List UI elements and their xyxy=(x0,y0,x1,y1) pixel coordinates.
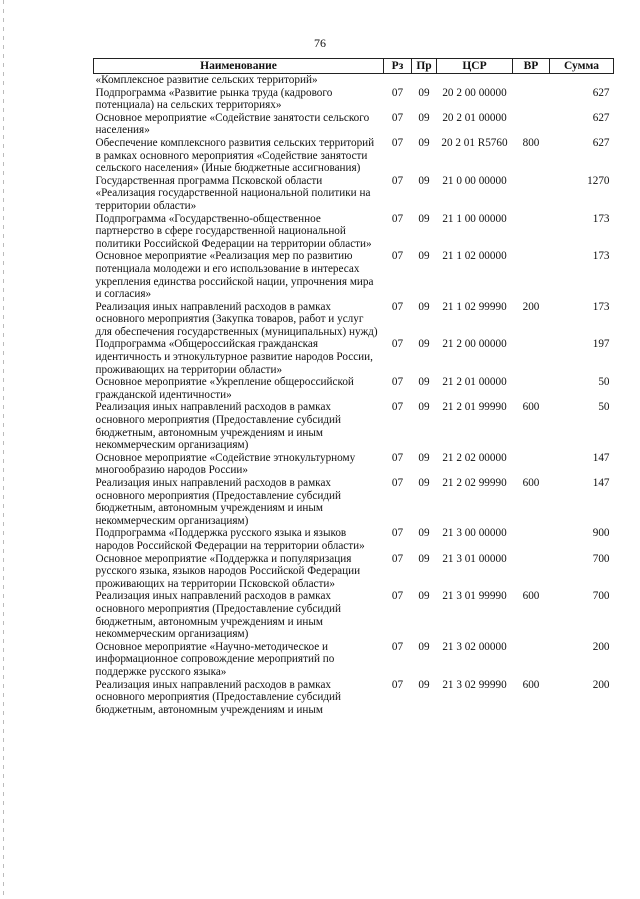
cell-pr: 09 xyxy=(418,136,430,149)
table-row xyxy=(94,641,614,679)
cell-sum: 50 xyxy=(598,376,610,389)
table-row xyxy=(94,338,614,376)
cell-csr: 21 3 02 99990 xyxy=(442,678,507,691)
cell-csr: 21 3 01 00000 xyxy=(442,552,507,565)
table-row xyxy=(94,401,614,451)
table-row xyxy=(94,74,614,87)
cell-name: Реализация иных направлений расходов в рамках основного мероприятия (Предоставление субсидий бюджетным, автономным учреждениям и иным некоммерческим организациям) xyxy=(95,401,341,452)
cell-rz: 07 xyxy=(391,552,404,565)
cell-vr: 600 xyxy=(522,477,540,489)
cell-pr: 09 xyxy=(418,527,430,540)
cell-name: Реализация иных направлений расходов в рамках основного мероприятия (Закупка товаров, работ и услуг для обеспечения государственных (муниципальных) нужд) xyxy=(95,300,378,338)
cell-sum xyxy=(550,74,614,87)
cell-rz: 07 xyxy=(391,300,404,313)
cell-name: Подпрограмма «Развитие рынка труда (кадрового потенциала) на сельских территориях» xyxy=(95,86,333,112)
cell-pr: 09 xyxy=(418,250,430,263)
table-row xyxy=(94,112,614,137)
cell-pr: 09 xyxy=(418,300,430,313)
cell-vr xyxy=(513,641,550,679)
cell-pr: 09 xyxy=(418,552,430,565)
cell-csr: 21 2 01 00000 xyxy=(442,376,507,389)
cell-pr: 09 xyxy=(418,640,430,653)
cell-name: Государственная программа Псковской области «Реализация государственной национальной политики на территории области» xyxy=(95,174,371,212)
table-row xyxy=(94,137,614,175)
cell-name: Реализация иных направлений расходов в рамках основного мероприятия (Предоставление субсидий бюджетным, автономным учреждениям и иным некоммерческим организациям) xyxy=(95,590,341,641)
cell-csr: 21 1 02 99990 xyxy=(442,300,507,313)
cell-pr: 09 xyxy=(418,590,430,603)
scan-edge xyxy=(3,0,4,899)
cell-vr xyxy=(513,376,550,401)
cell-vr xyxy=(513,250,550,300)
cell-sum: 50 xyxy=(598,401,610,414)
cell-csr: 21 1 00 00000 xyxy=(442,212,507,225)
cell-name: Подпрограмма «Государственно-общественное партнерство в сфере государственной национальной политики Российской Федерации на территории области» xyxy=(95,212,372,250)
table-row xyxy=(94,590,614,640)
cell-rz: 07 xyxy=(391,376,404,389)
cell-sum: 627 xyxy=(592,86,610,99)
header-rz: Рз xyxy=(384,59,412,74)
cell-vr xyxy=(513,213,550,251)
cell-sum: 200 xyxy=(592,640,610,653)
cell-pr xyxy=(412,74,437,87)
table-row xyxy=(94,175,614,213)
table-row xyxy=(94,213,614,251)
cell-csr: 21 2 02 00000 xyxy=(442,451,507,464)
cell-name: Основное мероприятие «Содействие этнокультурному многообразию народов России» xyxy=(95,451,356,477)
cell-csr: 21 3 00 00000 xyxy=(442,527,507,540)
cell-sum: 173 xyxy=(592,300,610,313)
cell-csr: 20 2 01 00000 xyxy=(442,111,507,124)
cell-pr: 09 xyxy=(418,212,430,225)
cell-name: Основное мероприятие «Содействие занятости сельского населения» xyxy=(95,111,370,137)
table-row xyxy=(94,452,614,477)
cell-vr: 600 xyxy=(522,678,540,691)
cell-name: Основное мероприятие «Поддержка и популяризация русского языка, языков народов Российской Федерации проживающих на территории Псковской области» xyxy=(95,552,361,590)
cell-sum: 200 xyxy=(592,678,610,691)
cell-vr: 600 xyxy=(522,590,540,603)
cell-name: Основное мероприятие «Укрепление общероссийской гражданской идентичности» xyxy=(95,376,354,401)
cell-vr: 200 xyxy=(522,300,540,313)
cell-sum: 173 xyxy=(592,250,610,263)
table-row xyxy=(94,87,614,112)
header-pr: Пр xyxy=(412,59,437,74)
cell-vr xyxy=(513,112,550,137)
cell-name: Реализация иных направлений расходов в рамках основного мероприятия (Предоставление субсидий бюджетным, автономным учреждениям и иным некоммерческим организациям) xyxy=(95,477,341,527)
cell-rz: 07 xyxy=(391,111,404,124)
cell-vr xyxy=(513,338,550,376)
table-row xyxy=(94,679,614,717)
table-header-row xyxy=(94,59,614,74)
cell-sum: 900 xyxy=(592,527,610,540)
cell-vr xyxy=(513,527,550,552)
page-number: 76 xyxy=(314,36,326,50)
header-csr: ЦСР xyxy=(437,59,513,74)
cell-pr: 09 xyxy=(418,451,430,464)
cell-csr: 20 2 01 R5760 xyxy=(441,136,508,149)
cell-rz: 07 xyxy=(391,678,404,691)
cell-rz: 07 xyxy=(391,212,404,225)
cell-vr xyxy=(513,553,550,591)
cell-sum: 700 xyxy=(592,552,610,565)
cell-csr: 21 2 01 99990 xyxy=(442,401,507,414)
cell-csr: 21 2 00 00000 xyxy=(442,338,507,351)
cell-name: Реализация иных направлений расходов в рамках основного мероприятия (Предоставление субсидий бюджетным, автономным учреждениям и иным xyxy=(95,678,341,716)
cell-sum: 197 xyxy=(592,338,610,351)
cell-rz: 07 xyxy=(391,250,404,263)
cell-sum: 627 xyxy=(592,111,610,124)
cell-rz: 07 xyxy=(391,338,404,351)
cell-rz: 07 xyxy=(391,590,404,603)
cell-pr: 09 xyxy=(418,678,430,691)
cell-rz xyxy=(384,74,412,87)
cell-pr: 09 xyxy=(418,338,430,351)
cell-name: Основное мероприятие «Реализация мер по развитию потенциала молодежи и его использование в интересах укрепления единства российской нации, упрочнения мира и согласия» xyxy=(95,250,374,301)
cell-rz: 07 xyxy=(391,174,404,187)
cell-csr: 20 2 00 00000 xyxy=(442,86,507,99)
cell-vr xyxy=(513,74,550,87)
table-row xyxy=(94,301,614,339)
cell-vr xyxy=(513,87,550,112)
cell-vr xyxy=(513,175,550,213)
cell-rz: 07 xyxy=(391,640,404,653)
cell-csr: 21 3 02 00000 xyxy=(442,640,507,653)
cell-csr: 21 0 00 00000 xyxy=(442,174,507,187)
header-sum: Сумма xyxy=(550,59,614,74)
cell-vr: 600 xyxy=(522,401,540,414)
cell-pr: 09 xyxy=(418,376,430,389)
cell-rz: 07 xyxy=(391,86,404,99)
cell-csr: 21 1 02 00000 xyxy=(442,250,507,263)
header-vr: ВР xyxy=(513,59,550,74)
cell-vr xyxy=(513,452,550,477)
cell-pr: 09 xyxy=(418,111,430,124)
table-row xyxy=(94,477,614,527)
table-body xyxy=(94,74,614,717)
cell-pr: 09 xyxy=(418,86,430,99)
cell-name: Подпрограмма «Поддержка русского языка и языков народов Российской Федерации на территории области» xyxy=(95,527,365,552)
cell-sum: 700 xyxy=(592,590,610,603)
cell-name: «Комплексное развитие сельских территорий» xyxy=(95,74,318,86)
header-name: Наименование xyxy=(94,59,384,74)
table-row xyxy=(94,376,614,401)
cell-name: Обеспечение комплексного развития сельских территорий в рамках основного мероприятия «Содействие занятости сельского населения» (Иные бюджетные ассигнования) xyxy=(95,136,375,175)
cell-vr: 800 xyxy=(522,136,540,149)
cell-pr: 09 xyxy=(418,401,430,414)
table-row xyxy=(94,250,614,300)
table-row xyxy=(94,553,614,591)
cell-csr: 21 2 02 99990 xyxy=(442,477,507,489)
cell-name: Основное мероприятие «Научно-методическое и информационное сопровождение мероприятий по поддержке русского языка» xyxy=(95,640,335,678)
cell-sum: 147 xyxy=(592,477,610,489)
cell-name: Подпрограмма «Общероссийская гражданская идентичность и этнокультурное развитие народов России, проживающих на территории области» xyxy=(95,338,373,376)
cell-sum: 627 xyxy=(592,136,610,149)
cell-pr: 09 xyxy=(418,174,430,187)
cell-csr: 21 3 01 99990 xyxy=(442,590,507,603)
cell-sum: 147 xyxy=(592,451,610,464)
cell-rz: 07 xyxy=(391,136,404,149)
cell-sum: 1270 xyxy=(587,174,610,187)
cell-csr xyxy=(437,74,513,87)
cell-rz: 07 xyxy=(391,477,404,489)
budget-table xyxy=(93,58,614,716)
cell-sum: 173 xyxy=(592,212,610,225)
cell-rz: 07 xyxy=(391,527,404,540)
cell-pr: 09 xyxy=(418,477,430,489)
table-row xyxy=(94,527,614,552)
cell-rz: 07 xyxy=(391,451,404,464)
cell-rz: 07 xyxy=(391,401,404,414)
